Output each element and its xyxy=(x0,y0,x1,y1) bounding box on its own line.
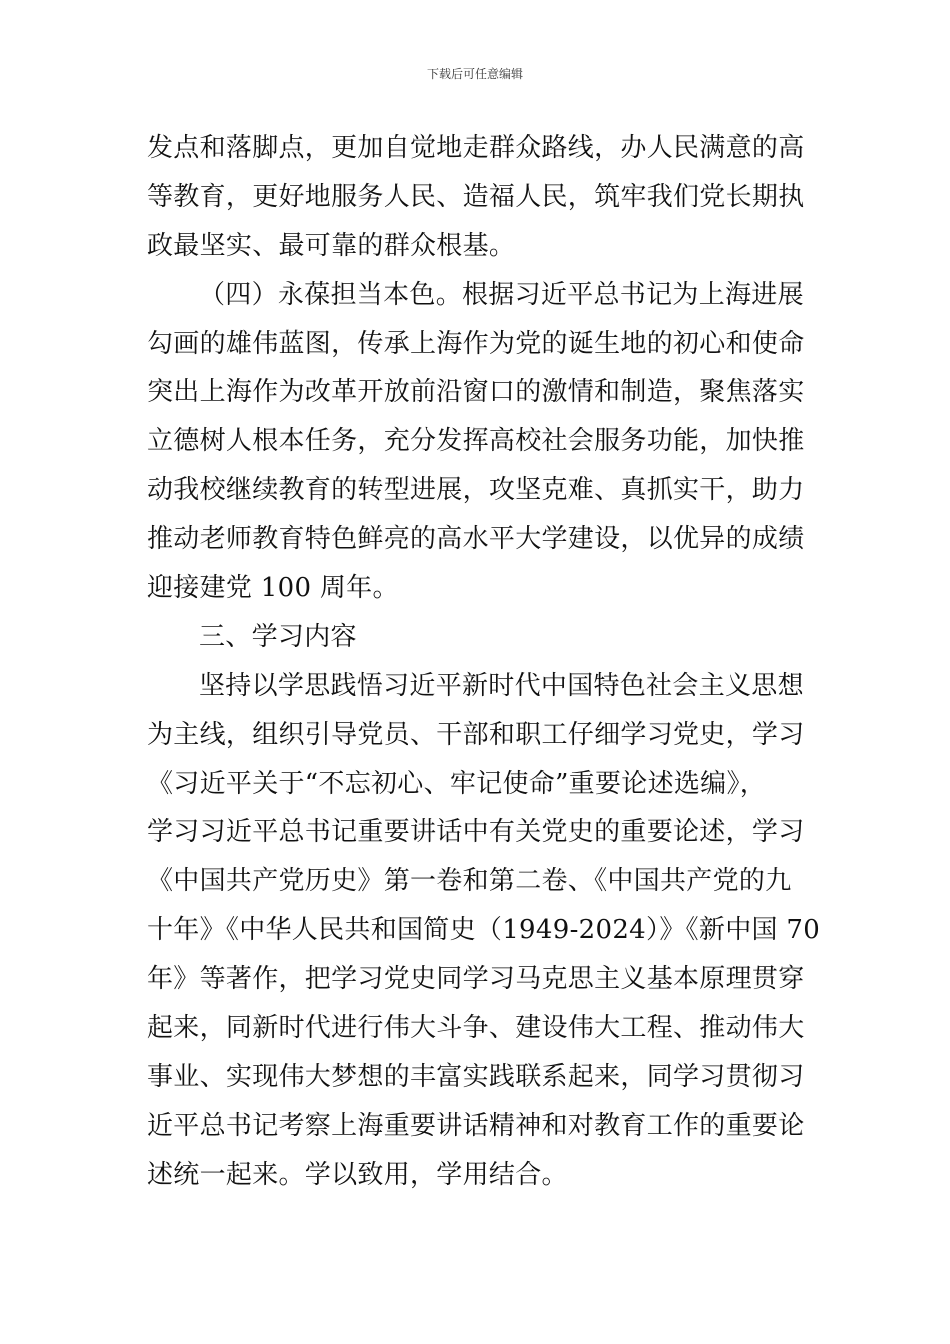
text-line: 立德树人根本任务，充分发挥高校社会服务功能，加快推 xyxy=(147,426,805,457)
text-line: 迎接建党 100 周年。 xyxy=(147,573,399,604)
text-line: 《习近平关于“不忘初心、牢记使命”重要论述选编》， xyxy=(147,768,767,799)
text-line: 事业、实现伟大梦想的丰富实践联系起来，同学习贯彻习 xyxy=(147,1061,805,1092)
text-line: 推动老师教育特色鲜亮的高水平大学建设，以优异的成绩 xyxy=(147,524,805,555)
text-line: 动我校继续教育的转型进展，攻坚克难、真抓实干，助力 xyxy=(147,475,805,506)
text-line: （四）永葆担当本色。根据习近平总书记为上海进展 xyxy=(199,279,804,310)
text-line: 近平总书记考察上海重要讲话精神和对教育工作的重要论 xyxy=(147,1110,805,1141)
text-line: 等教育，更好地服务人民、造福人民，筑牢我们党长期执 xyxy=(147,181,805,212)
body-text xyxy=(0,124,950,1200)
text-line: 勾画的雄伟蓝图，传承上海作为党的诞生地的初心和使命 xyxy=(147,328,805,359)
text-line: 述统一起来。学以致用，学用结合。 xyxy=(147,1159,568,1190)
text-line: 学习习近平总书记重要讲话中有关党史的重要论述，学习 xyxy=(147,817,805,848)
text-line: 政最坚实、最可靠的群众根基。 xyxy=(147,230,516,261)
text-line: 突出上海作为改革开放前沿窗口的激情和制造，聚焦落实 xyxy=(147,377,805,408)
text-line: 坚持以学思践悟习近平新时代中国特色社会主义思想 xyxy=(199,670,804,701)
text-line: 发点和落脚点，更加自觉地走群众路线，办人民满意的高 xyxy=(147,133,805,163)
text-line: 十年》《中华人民共和国简史（1949-2024）》《新中国 70 xyxy=(147,915,821,946)
text-line: 为主线，组织引导党员、干部和职工仔细学习党史，学习 xyxy=(147,719,805,750)
text-line: 起来，同新时代进行伟大斗争、建设伟大工程、推动伟大 xyxy=(147,1013,805,1044)
text-line: 年》等著作，把学习党史同学习马克思主义基本原理贯穿 xyxy=(147,964,805,995)
text-line: 《中国共产党历史》第一卷和第二卷、《中国共产党的九 xyxy=(147,866,792,897)
header-note: 下载后可任意编辑 xyxy=(426,67,523,81)
text-line: 三、学习内容 xyxy=(199,621,357,652)
